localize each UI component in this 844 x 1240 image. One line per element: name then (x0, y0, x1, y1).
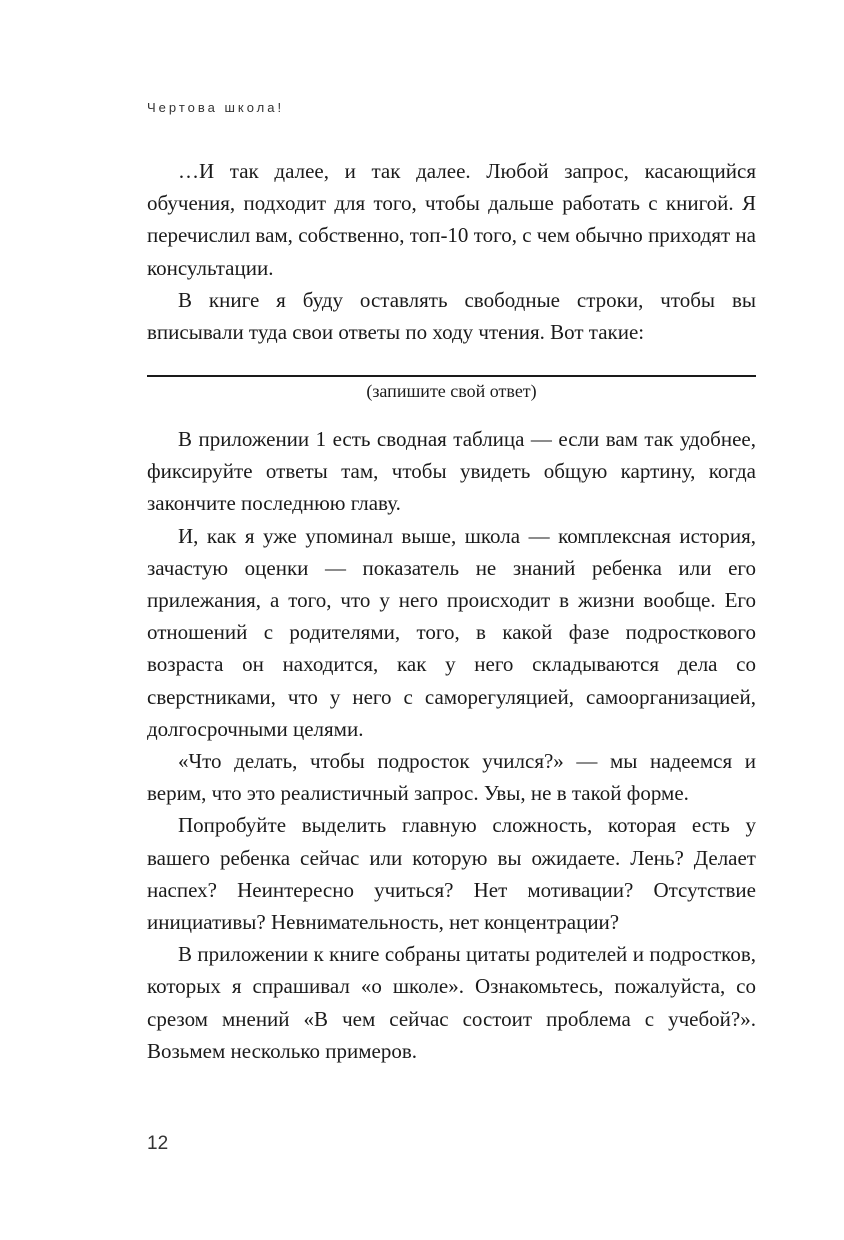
answer-line (147, 375, 756, 377)
paragraph: В приложении 1 есть сводная таблица — если вам так удобнее, фиксируйте ответы там, чтобы увидеть общую картину, когда закончите последнюю главу. (147, 427, 756, 516)
paragraph: В приложении к книге собраны цитаты родителей и подростков, которых я спрашивал «о школе». Ознакомьтесь, пожалуйста, со срезом мнений «В чем сейчас состоит проблема с учебой?». Возьмем несколько примеров. (147, 942, 756, 1063)
answer-caption: (запишите свой ответ) (366, 381, 537, 401)
paragraph: …И так далее, и так далее. Любой запрос, касающийся обучения, подходит для того, чтобы дальше работать с книгой. Я перечислил вам, собственно, топ-10 того, с чем обычно приходят на консультации. (147, 159, 756, 280)
paragraph: В книге я буду оставлять свободные строки, чтобы вы вписывали туда свои ответы по ходу чтения. Вот такие: (147, 287, 756, 345)
body-text-top (147, 155, 756, 348)
page-number: 12 (147, 1133, 169, 1154)
body-text-bottom (147, 423, 756, 1067)
paragraph: И, как я уже упоминал выше, школа — комплексная история, зачастую оценки — показатель не знаний ребенка или его прилежания, а того, что у него происходит в жизни вообще. Его отношений с родителями, того, в какой фазе подросткового возраста он находится, как у него складываются дела со сверстниками, что у него с саморегуляцией, самоорганизацией, долгосрочными целями. (147, 523, 756, 741)
paragraph: «Что делать, чтобы подросток учился?» — мы надеемся и верим, что это реалистичный запрос. Увы, не в такой форме. (147, 749, 756, 806)
paragraph: Попробуйте выделить главную сложность, которая есть у вашего ребенка сейчас или которую вы ожидаете. Лень? Делает наспех? Неинтересно учиться? Нет мотивации? Отсутствие инициативы? Невнимательность, нет концентрации? (147, 813, 756, 935)
running-header: Чертова школа! (147, 100, 285, 115)
